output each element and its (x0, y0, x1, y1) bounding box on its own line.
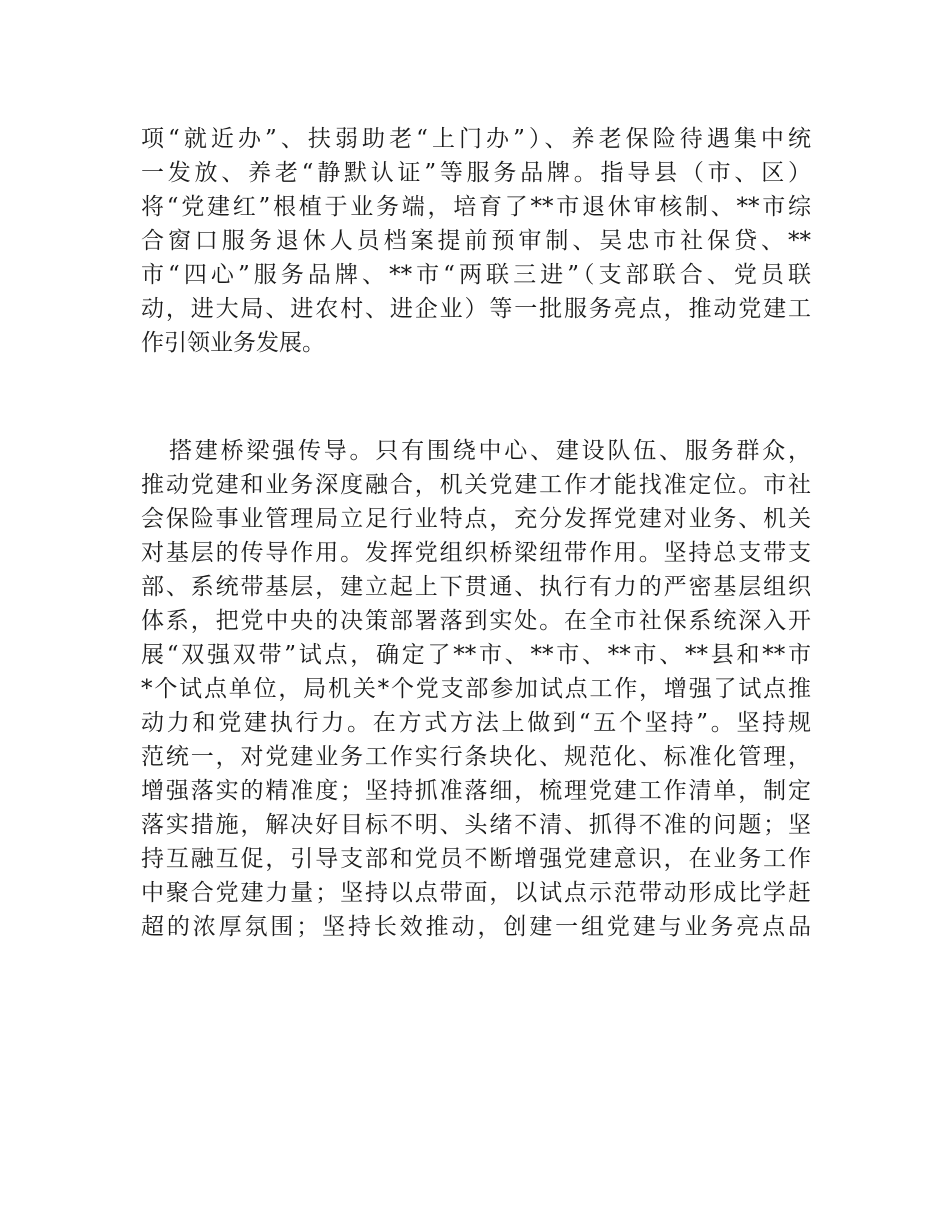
paragraph-line: 推动党建和业务深度融合，机关党建工作才能找准定位。市社 (141, 472, 811, 498)
paragraph-line (141, 978, 811, 1012)
paragraph-line (141, 944, 811, 978)
paragraph-line (141, 1012, 811, 1046)
paragraph-line: 市“四心”服务品牌、**市“两联三进”（支部联合、党员联 (141, 262, 811, 288)
paragraph-line: 作引领业务发展。 (141, 330, 325, 356)
paragraph-line: 范统一，对党建业务工作实行条块化、规范化、标准化管理， (141, 744, 811, 770)
paragraph-line: *个试点单位，局机关*个党支部参加试点工作，增强了试点推 (141, 676, 811, 702)
paragraph-line: 搭建桥梁强传导。只有围绕中心、建设队伍、服务群众， (169, 438, 811, 464)
paragraph-line: 动，进大局、进农村、进企业）等一批服务亮点，推动党建工 (141, 296, 811, 322)
paragraph-2 (141, 434, 811, 1080)
paragraph-line: 将“党建红”根植于业务端，培育了**市退休审核制、**市综 (141, 194, 811, 220)
paragraph-line: 超的浓厚氛围；坚持长效推动，创建一组党建与业务亮点品 (141, 914, 811, 940)
paragraph-line: 体系，把党中央的决策部署落到实处。在全市社保系统深入开 (141, 608, 811, 634)
paragraph-line: 一发放、养老“静默认证”等服务品牌。指导县（市、区） (141, 160, 811, 186)
paragraph-line: 会保险事业管理局立足行业特点，充分发挥党建对业务、机关 (141, 506, 811, 532)
paragraph-line: 展“双强双带”试点，确定了**市、**市、**市、**县和**市 (141, 642, 811, 668)
paragraph-line: 项“就近办”、扶弱助老“上门办”）、养老保险待遇集中统 (141, 126, 811, 152)
paragraph-line: 对基层的传导作用。发挥党组织桥梁纽带作用。坚持总支带支 (141, 540, 811, 566)
paragraph-line: 动力和党建执行力。在方式方法上做到“五个坚持”。坚持规 (141, 710, 811, 736)
paragraph-line: 持互融互促，引导支部和党员不断增强党建意识，在业务工作 (141, 846, 811, 872)
paragraph-line: 合窗口服务退休人员档案提前预审制、吴忠市社保贷、** (141, 228, 811, 254)
paragraph-line (141, 1046, 811, 1080)
paragraph-line: 落实措施，解决好目标不明、头绪不清、抓得不准的问题；坚 (141, 812, 811, 838)
paragraph-line: 中聚合党建力量；坚持以点带面，以试点示范带动形成比学赶 (141, 880, 811, 906)
paragraph-line: 增强落实的精准度；坚持抓准落细，梳理党建工作清单，制定 (141, 778, 811, 804)
paragraph-1 (141, 122, 811, 360)
paragraph-line: 部、系统带基层，建立起上下贯通、执行有力的严密基层组织 (141, 574, 811, 600)
